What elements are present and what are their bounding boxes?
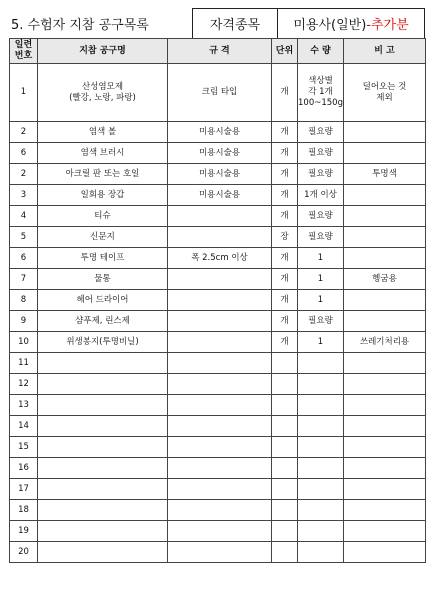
table-row [10,332,426,353]
table-row [10,500,426,521]
cell-unit: 개 [272,332,298,353]
cell-qty [298,479,344,500]
cell-spec [168,437,272,458]
cell-spec [168,269,272,290]
cell-spec [168,416,272,437]
cell-name: 염색 브러시 [38,143,168,164]
cell-note [344,248,426,269]
table-row [10,479,426,500]
cell-note [344,416,426,437]
cell-spec [168,353,272,374]
cell-qty [298,521,344,542]
cell-unit [272,479,298,500]
cell-spec [168,311,272,332]
cell-note [344,122,426,143]
tool-list-sheet [9,8,425,563]
table-row [10,227,426,248]
table-row [10,248,426,269]
cell-qty: 필요량 [298,122,344,143]
table-row [10,290,426,311]
col-header-no: 일련 번호 [10,39,38,64]
cell-name: 물통 [38,269,168,290]
cell-qty: 필요량 [298,164,344,185]
qualification-box [192,8,425,38]
cell-spec: 미용시술용 [168,143,272,164]
cell-unit: 개 [272,64,298,122]
cell-no: 2 [10,122,38,143]
cell-note [344,458,426,479]
cell-no: 7 [10,269,38,290]
cell-note [344,395,426,416]
cell-spec: 미용시술용 [168,164,272,185]
cell-no: 9 [10,311,38,332]
table-row [10,458,426,479]
cell-unit: 개 [272,290,298,311]
cell-unit: 개 [272,248,298,269]
table-header-row [10,39,426,64]
cell-no: 6 [10,248,38,269]
cell-name: 신문지 [38,227,168,248]
cell-name [38,374,168,395]
cell-unit: 개 [272,206,298,227]
cell-no: 4 [10,206,38,227]
cell-unit: 개 [272,164,298,185]
cell-unit: 개 [272,185,298,206]
cell-note [344,311,426,332]
cell-qty: 1 [298,332,344,353]
cell-qty: 필요량 [298,311,344,332]
col-header-note: 비 고 [344,39,426,64]
cell-no: 17 [10,479,38,500]
cell-qty: 필요량 [298,206,344,227]
cell-name [38,458,168,479]
title-row [9,8,425,38]
cell-qty: 1 [298,248,344,269]
cell-unit [272,542,298,563]
cell-spec [168,206,272,227]
cell-spec [168,290,272,311]
cell-spec: 크림 타입 [168,64,272,122]
cell-unit [272,395,298,416]
cell-unit [272,416,298,437]
cell-qty [298,500,344,521]
cell-name [38,437,168,458]
cell-unit [272,374,298,395]
cell-note [344,185,426,206]
cell-qty: 필요량 [298,143,344,164]
cell-qty: 1 [298,269,344,290]
cell-unit: 개 [272,122,298,143]
cell-qty [298,542,344,563]
table-row [10,185,426,206]
cell-name: 일회용 장갑 [38,185,168,206]
cell-name [38,521,168,542]
cell-unit [272,500,298,521]
cell-note [344,500,426,521]
cell-name [38,353,168,374]
table-row [10,353,426,374]
cell-spec [168,458,272,479]
cell-no: 11 [10,353,38,374]
cell-note [344,206,426,227]
cell-no: 1 [10,64,38,122]
cell-no: 16 [10,458,38,479]
cell-name [38,395,168,416]
cell-note: 덜어오는 것 제외 [344,64,426,122]
cell-unit: 장 [272,227,298,248]
cell-qty: 1 [298,290,344,311]
cell-no: 8 [10,290,38,311]
cell-spec [168,479,272,500]
cell-note [344,374,426,395]
cell-note [344,479,426,500]
cell-qty [298,353,344,374]
cell-no: 10 [10,332,38,353]
cell-qty [298,458,344,479]
cell-unit: 개 [272,311,298,332]
cell-spec [168,332,272,353]
cell-unit [272,521,298,542]
cell-name: 티슈 [38,206,168,227]
cell-name: 아크릴 판 또는 호일 [38,164,168,185]
table-row [10,416,426,437]
cell-spec [168,521,272,542]
qualification-value [278,9,424,38]
cell-spec [168,500,272,521]
table-row [10,122,426,143]
cell-qty [298,395,344,416]
cell-spec [168,542,272,563]
cell-qty: 색상별 각 1개 100~150g [298,64,344,122]
cell-no: 5 [10,227,38,248]
cell-unit: 개 [272,269,298,290]
cell-no: 15 [10,437,38,458]
table-row [10,206,426,227]
cell-no: 3 [10,185,38,206]
table-row [10,542,426,563]
cell-note: 투명색 [344,164,426,185]
cell-spec [168,227,272,248]
tool-table [9,38,426,563]
cell-no: 6 [10,143,38,164]
qualification-extra: -추가분 [366,18,409,33]
cell-qty [298,437,344,458]
cell-name: 위생봉지(투명비닐) [38,332,168,353]
cell-name: 염색 볼 [38,122,168,143]
cell-note [344,143,426,164]
col-header-name: 지참 공구명 [38,39,168,64]
qualification-name: 미용사(일반) [293,18,367,33]
table-row [10,164,426,185]
table-row [10,395,426,416]
cell-note [344,542,426,563]
cell-qty: 필요량 [298,227,344,248]
cell-no: 14 [10,416,38,437]
cell-note [344,290,426,311]
cell-qty [298,374,344,395]
cell-unit [272,458,298,479]
cell-qty: 1개 이상 [298,185,344,206]
table-row [10,437,426,458]
cell-name: 헤어 드라이어 [38,290,168,311]
cell-name: 산성염모제 (빨강, 노랑, 파랑) [38,64,168,122]
cell-unit [272,353,298,374]
table-row [10,374,426,395]
cell-unit [272,437,298,458]
cell-name: 샴푸제, 린스제 [38,311,168,332]
cell-note [344,227,426,248]
cell-no: 13 [10,395,38,416]
cell-name [38,479,168,500]
cell-note [344,353,426,374]
cell-no: 19 [10,521,38,542]
cell-spec: 미용시술용 [168,122,272,143]
table-row [10,143,426,164]
cell-unit: 개 [272,143,298,164]
cell-name: 투명 테이프 [38,248,168,269]
cell-spec: 미용시술용 [168,185,272,206]
table-row [10,521,426,542]
cell-name [38,542,168,563]
col-header-spec: 규 격 [168,39,272,64]
table-row [10,269,426,290]
cell-note [344,521,426,542]
cell-no: 2 [10,164,38,185]
qualification-label: 자격종목 [193,9,278,38]
col-header-qty: 수 량 [298,39,344,64]
table-row [10,64,426,122]
cell-name [38,500,168,521]
cell-note: 쓰레기처리용 [344,332,426,353]
cell-no: 12 [10,374,38,395]
cell-name [38,416,168,437]
cell-note [344,437,426,458]
col-header-unit: 단위 [272,39,298,64]
page-title: 5. 수험자 지참 공구목록 [11,17,149,33]
table-row [10,311,426,332]
cell-no: 18 [10,500,38,521]
cell-spec [168,374,272,395]
cell-spec: 폭 2.5cm 이상 [168,248,272,269]
cell-no: 20 [10,542,38,563]
cell-spec [168,395,272,416]
cell-qty [298,416,344,437]
cell-note: 헹굼용 [344,269,426,290]
